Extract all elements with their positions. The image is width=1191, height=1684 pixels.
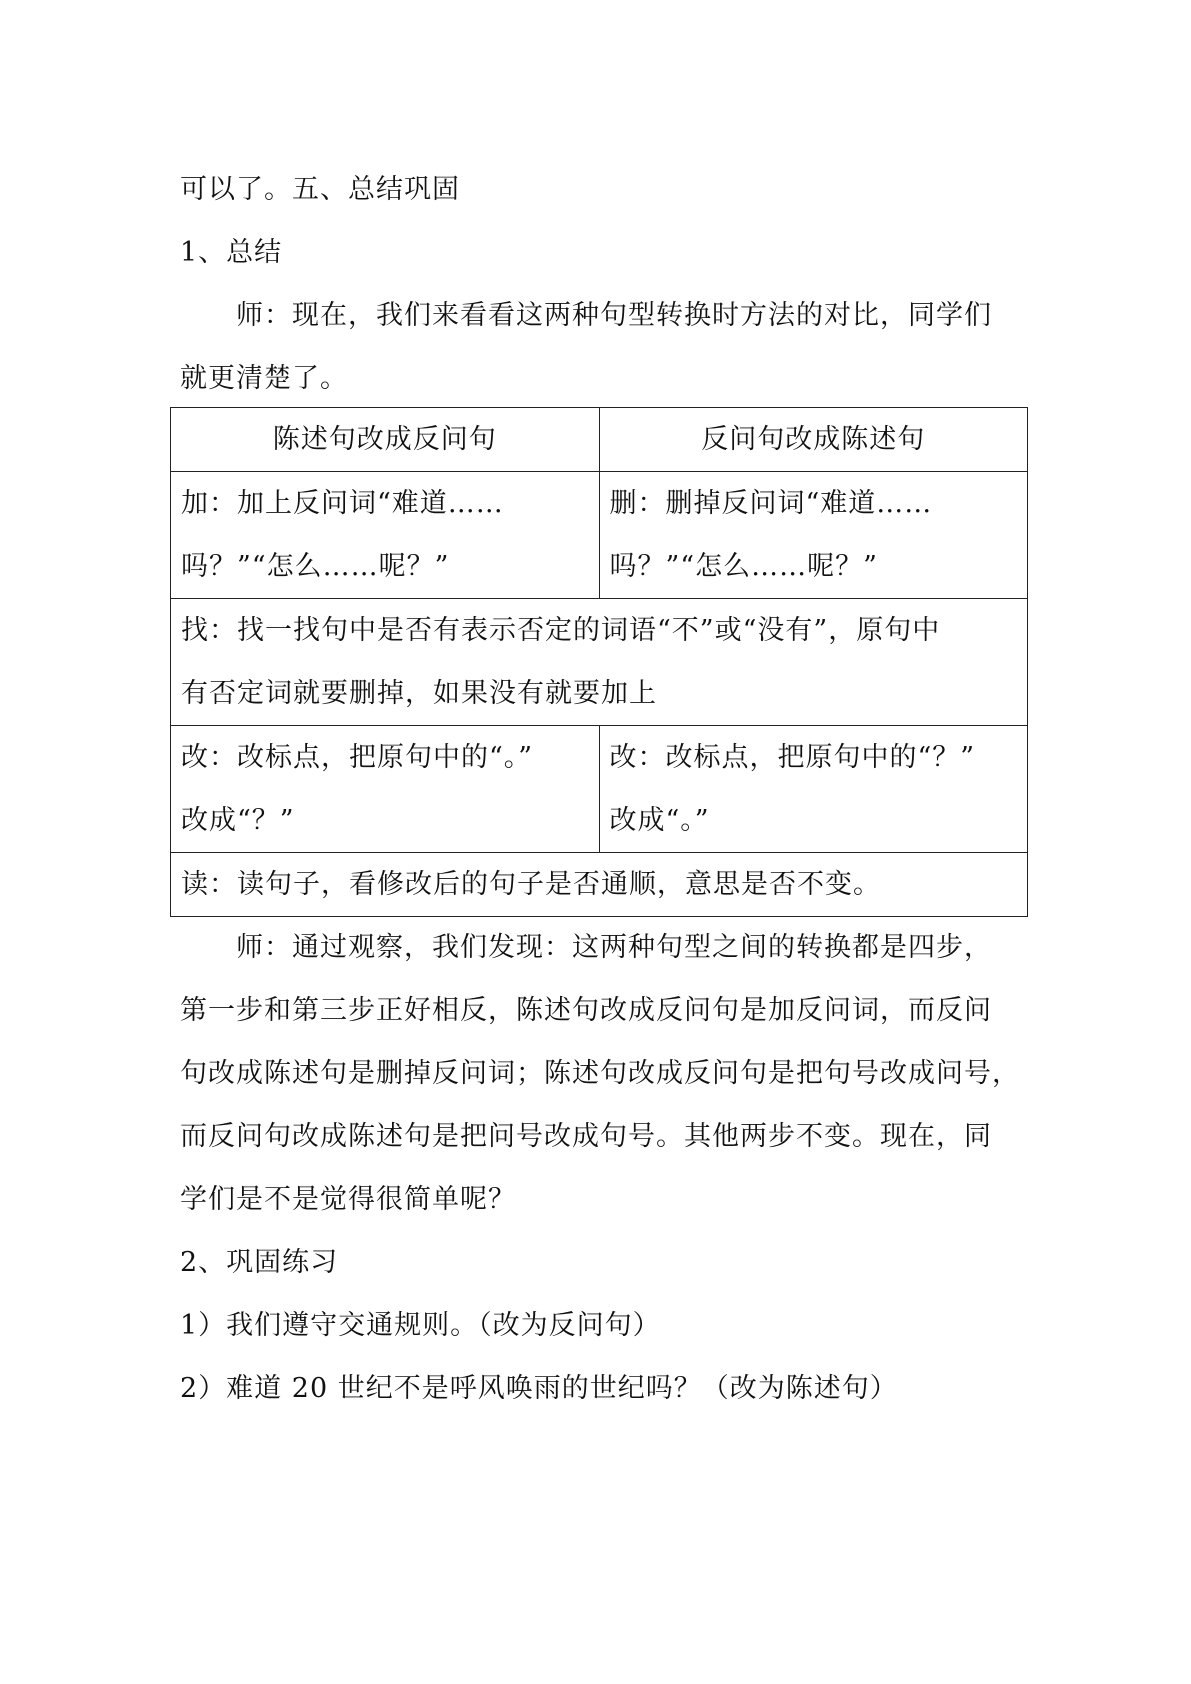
teacher-intro-line-1: 师：现在，我们来看看这两种句型转换时方法的对比，同学们 (236, 300, 992, 331)
exercise-1: 1）我们遵守交通规则。（改为反问句） (180, 1310, 661, 1341)
cell-add-step (171, 472, 600, 599)
table-row-add-delete (171, 472, 1028, 599)
observation-line-3: 句改成陈述句是删掉反问词；陈述句改成反问句是把句号改成问号， (180, 1058, 1020, 1089)
header-statement-to-rhetorical: 陈述句改成反问句 (171, 408, 600, 472)
cell-text: 有否定词就要删掉，如果没有就要加上 (181, 678, 657, 709)
cell-text: 读：读句子，看修改后的句子是否通顺，意思是否不变。 (181, 869, 881, 900)
observation-line-2: 第一步和第三步正好相反，陈述句改成反问句是加反问词，而反问 (180, 995, 992, 1026)
teacher-intro-line-2: 就更清楚了。 (180, 363, 348, 394)
section-heading-practice: 2、巩固练习 (180, 1247, 339, 1278)
cell-change-step-right (599, 726, 1028, 853)
cell-change-step-left (171, 726, 600, 853)
observation-line-5: 学们是不是觉得很简单呢？ (180, 1184, 516, 1215)
table-row-find (171, 599, 1028, 726)
cell-text: 改成“。” (609, 805, 710, 836)
cell-text: 改：改标点，把原句中的“。” (181, 742, 534, 773)
paragraph-continuation: 可以了。五、总结巩固 (180, 174, 460, 205)
section-heading-summary: 1、总结 (180, 237, 283, 268)
cell-text: 加：加上反问词“难道…… (181, 488, 504, 519)
observation-line-1: 师：通过观察，我们发现：这两种句型之间的转换都是四步， (236, 932, 992, 963)
cell-text: 吗？”“怎么……呢？” (609, 551, 878, 582)
table-row-change (171, 726, 1028, 853)
table-header-row (171, 408, 1028, 472)
comparison-table (170, 407, 1028, 917)
cell-text: 吗？”“怎么……呢？” (181, 551, 450, 582)
cell-delete-step (599, 472, 1028, 599)
cell-text: 找：找一找句中是否有表示否定的词语“不”或“没有”，原句中 (181, 615, 941, 646)
cell-find-step (171, 599, 1028, 726)
cell-text: 改：改标点，把原句中的“？” (609, 742, 976, 773)
cell-text: 改成“？” (181, 805, 295, 836)
observation-line-4: 而反问句改成陈述句是把问号改成句号。其他两步不变。现在，同 (180, 1121, 992, 1152)
cell-read-step (171, 853, 1028, 917)
header-rhetorical-to-statement: 反问句改成陈述句 (599, 408, 1028, 472)
exercise-2: 2）难道 20 世纪不是呼风唤雨的世纪吗？（改为陈述句） (180, 1373, 898, 1404)
table-row-read (171, 853, 1028, 917)
cell-text: 删：删掉反问词“难道…… (609, 488, 933, 519)
